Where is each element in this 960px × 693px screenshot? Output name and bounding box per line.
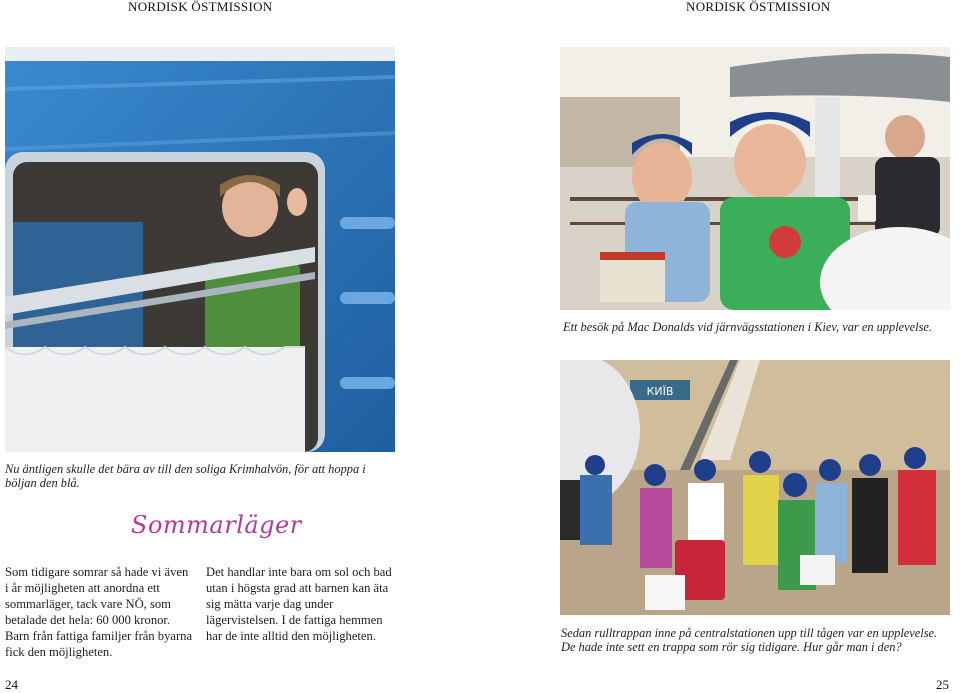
column1-paragraph-1: Som tidigare somrar så hade vi även i år möjligheten att anordna ett sommarläger, tack vare NÖ, som betalade det hela: 60 000 kronor. [5, 565, 189, 627]
section-title: Sommarläger [131, 511, 302, 539]
column1-paragraph-2: Barn från fattiga familjer från byarna fick den möjligheten. [5, 629, 193, 659]
left-page-number: 24 [5, 677, 18, 692]
left-running-header: NORDISK ÖSTMISSION [128, 0, 273, 14]
column2-paragraph-1: Det handlar inte bara om sol och bad utan i högsta grad att barnen kan äta sig mätta varje dag under lägervistelsen. I de fattiga hemmen har de inte alltid den möjligheten. [206, 565, 392, 643]
station-children-photo [560, 360, 950, 615]
right-running-header: NORDISK ÖSTMISSION [686, 0, 831, 14]
station-sign: КИЇВ [646, 385, 674, 398]
text-column-1 [5, 564, 193, 660]
right-photo-caption-2: Sedan rulltrappan inne på centralstationen upp till tågen var en upplevelse. De hade inte sett en trappa som rör sig tidigare. Hur går man i den? [561, 626, 938, 654]
right-page-number: 25 [936, 677, 949, 692]
mcdonalds-photo [560, 47, 950, 310]
train-window-photo [5, 47, 395, 452]
right-photo-caption-1: Ett besök på Mac Donalds vid järnvägsstationen i Kiev, var en upplevelse. [563, 320, 933, 334]
text-column-2 [206, 564, 396, 644]
left-photo-caption: Nu äntligen skulle det bära av till den soliga Krimhalvön, för att hoppa i böljan den blå. [5, 462, 366, 490]
